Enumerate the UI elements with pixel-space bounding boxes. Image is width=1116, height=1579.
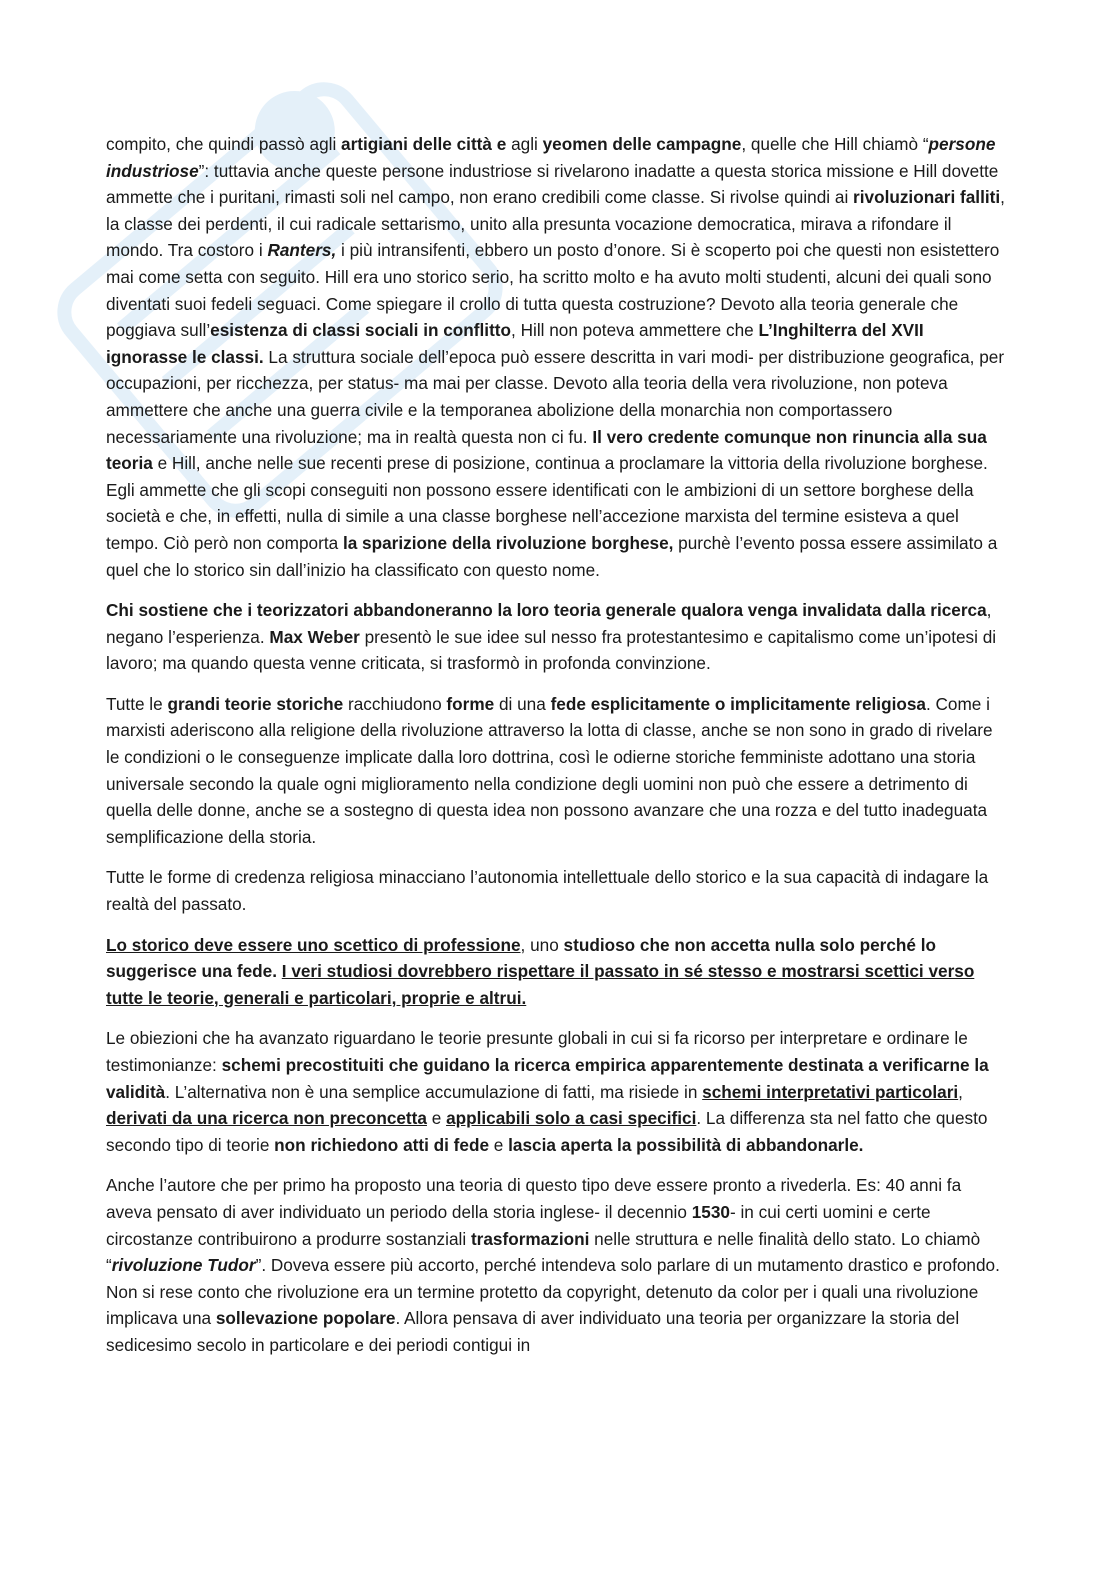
text-span: , la classe dei perdenti, il cui radicale settarismo, unito alla presunta vocazione democratica, mirava a rifondare il mondo. Tra costoro i: [106, 187, 1005, 261]
text-span: agli: [506, 134, 543, 154]
bold-span: sollevazione popolare: [215, 1308, 396, 1329]
text-span: La struttura sociale dell’epoca può essere descritta in vari modi- per distribuzione geografica, per occupazioni, per ricchezza, per status- ma mai per classe. Devoto alla teoria della vera rivoluzione, non poteva ammettere che anche una guerra civile e la temporanea abolizione della monarchia non comportassero necessariamente una rivoluzione; ma in realtà questa non ci fu.: [106, 346, 1005, 447]
text-span: presentò le sue idee sul nesso fra protestantesimo e capitalismo come un’ipotesi di lavoro; ma quando questa venne criticata, si trasformò in profonda convinzione.: [106, 626, 997, 674]
bold-span: grandi teorie storiche: [167, 693, 344, 714]
text-span: e: [489, 1134, 509, 1155]
bold-span: fede esplicitamente o implicitamente religiosa: [550, 693, 926, 714]
text-span: ,: [958, 1081, 963, 1102]
text-span: ”: tuttavia anche queste persone industriose si rivelarono inadatte a questa storica missione e Hill dovette ammette che i puritani, rimasti soli nel campo, non erano credibili come classe. Si rivolse quindi ai: [106, 160, 999, 208]
text-span: , Hill non poteva ammettere che: [511, 320, 759, 341]
text-span: , negano l’esperienza.: [106, 600, 992, 647]
bold-span: trasformazioni: [470, 1228, 590, 1249]
paragraph-5: [106, 932, 1006, 1012]
document-body: [106, 131, 1006, 1373]
bold-span: artigiani delle città e: [341, 134, 507, 154]
text-span: purchè l’evento possa essere assimilato a quel che lo storico sin dall’inizio ha classificato con questo nome.: [106, 532, 998, 580]
text-span: , uno: [520, 934, 564, 955]
bold-span: Chi sostiene che i teorizzatori abbandoneranno la loro teoria generale qualora venga invalidata dalla ricerca: [106, 600, 987, 621]
bold-span: schemi precostituiti che guidano la ricerca empirica apparentemente destinata a verificarne la validità: [106, 1055, 989, 1102]
paragraph-7: [106, 1172, 1006, 1358]
text-span: di una: [494, 693, 551, 714]
paragraph-2: [106, 597, 1006, 677]
bold-span: rivoluzionari falliti: [853, 187, 1001, 208]
bold-span: forme: [446, 693, 495, 714]
text-span: e: [426, 1108, 447, 1129]
bold-italic-span: Ranters,: [267, 240, 337, 261]
bold-italic-span: rivoluzione Tudor: [111, 1255, 256, 1276]
text-span: - in cui certi uomini e certe circostanze contribuirono a produrre sostanziali: [106, 1201, 931, 1249]
bold-underlined-span: applicabili solo a casi specifici: [446, 1108, 697, 1129]
text-span: ”. Doveva essere più accorto, perché intendeva solo parlare di un mutamento drastico e profondo. Non si rese conto che rivoluzione era un termine protetto da copyright, detenuto da color per i quali una rivoluzione implicava una: [106, 1255, 1000, 1329]
bold-span: Il vero credente comunque non rinuncia alla sua teoria: [106, 426, 987, 474]
paragraph-1: [106, 131, 1006, 583]
text-span: , quelle che Hill chiamò “: [741, 134, 929, 154]
bold-underlined-span: I veri studiosi dovrebbero rispettare il passato in sé stesso e mostrarsi scettici verso tutte le teorie, generali e particolari, proprie e altrui.: [106, 961, 975, 1008]
text-span: Anche l’autore che per primo ha proposto una teoria di questo tipo deve essere pronto a rivederla: [106, 1175, 847, 1196]
bold-italic-span: persone industriose: [106, 134, 996, 181]
text-span: racchiudono: [343, 693, 447, 714]
paragraph-6: [106, 1025, 1006, 1158]
text-span: . Es: 40 anni fa aveva pensato di aver individuato un periodo della storia inglese- il decennio: [106, 1175, 962, 1222]
text-span: nelle struttura e nelle finalità dello stato. Lo chiamò “: [106, 1228, 981, 1276]
bold-span: la sparizione della rivoluzione borghese,: [342, 532, 674, 553]
text-span: Le obiezioni che ha avanzato riguardano le teorie presunte globali in cui si fa ricorso per interpretare e ordinare le testimonianze:: [106, 1028, 968, 1075]
bold-span: esistenza di classi sociali in conflitto: [210, 320, 512, 341]
text-span: . L’alternativa non è una semplice accumulazione di fatti, ma risiede in: [165, 1081, 703, 1102]
bold-span: non richiedono atti di fede: [274, 1134, 490, 1155]
bold-span: L’Inghilterra del XVII ignorasse le classi.: [106, 320, 924, 367]
bold-underlined-span: schemi interpretativi particolari: [702, 1081, 959, 1102]
paragraph-3: [106, 691, 1006, 851]
text-span: . Allora pensava di aver individuato una teoria per organizzare la storia del sedicesimo secolo in particolare e dei periodi contigui in: [106, 1308, 960, 1355]
paragraph-4: [106, 864, 1006, 917]
text-span: e Hill, anche nelle sue recenti prese di posizione, continua a proclamare la vittoria della rivoluzione borghese. Egli ammette che gli scopi conseguiti non possono essere identificati con le ambizioni di un settore borghese della società e che, in effetti, nulla di simile a una classe borghese nell’accezione marxista del termine esisteva a quel tempo. Ciò però non comporta: [106, 453, 988, 553]
text-span: Tutte le forme di credenza religiosa minacciano l’autonomia intellettuale dello storico e la sua capacità di indagare la realtà del passato.: [106, 867, 989, 915]
text-span: . La differenza sta nel fatto che questo secondo tipo di teorie: [106, 1108, 988, 1155]
text-span: . Come i marxisti aderiscono alla religione della rivoluzione attraverso la lotta di classe, anche se non sono in grado di rivelare le condizioni o le conseguenze implicate dalla loro dottrina, così le odierne storiche femministe adottano una storia universale secondo la quale ogni miglioramento nella condizione degli uomini non può che essere a detrimento di quella delle donne, anche se a sostegno di questa idea non possono avanzare che una rozza e del tutto inadeguata semplificazione della storia.: [106, 693, 993, 847]
text-span: i più intransifenti, ebbero un posto d’onore. Si è scoperto poi che questi non esistettero mai come setta con seguito. Hill era uno storico serio, ha scritto molto e ha avuto molti studenti, alcuni dei quali sono diventati suoi fedeli seguaci. Come spiegare il crollo di tutta questa costruzione? Devoto alla teoria generale che poggiava sull’: [106, 240, 1000, 341]
bold-span: studioso che non accetta nulla solo perché lo suggerisce una fede.: [106, 934, 937, 982]
bold-span: Max Weber: [269, 626, 360, 647]
bold-underlined-span: Lo storico deve essere uno scettico di professione: [106, 934, 521, 955]
bold-span: lascia aperta la possibilità di abbandonarle.: [508, 1134, 864, 1155]
bold-underlined-span: derivati da una ricerca non preconcetta: [106, 1108, 427, 1129]
bold-span: 1530: [691, 1201, 730, 1222]
text-span: compito, che quindi passò agli: [106, 134, 342, 154]
text-span: Tutte le: [106, 693, 168, 714]
bold-span: yeomen delle campagne: [542, 134, 742, 154]
